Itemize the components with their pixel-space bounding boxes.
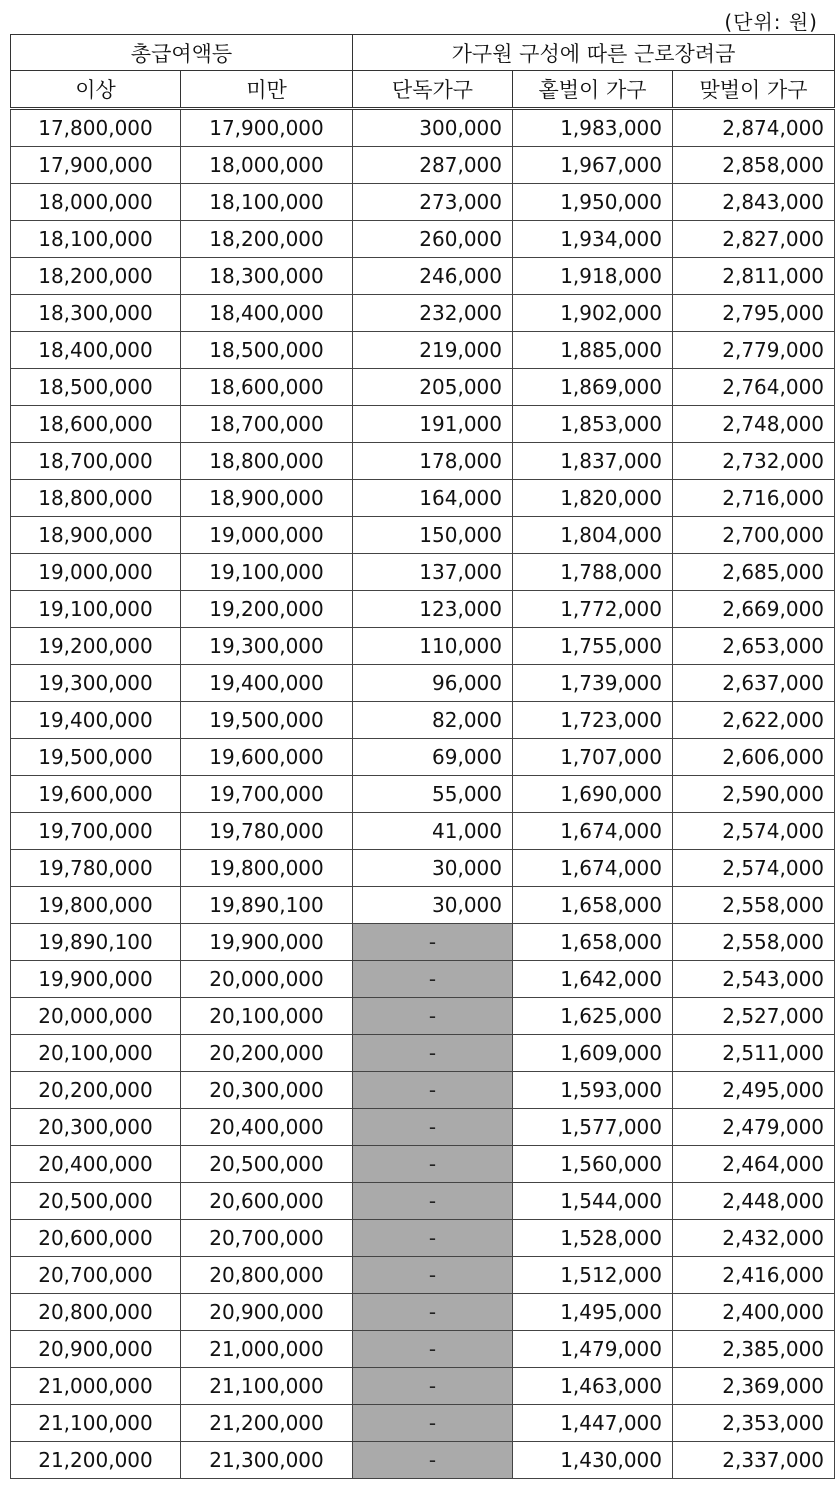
cell-single: 82,000 (353, 702, 513, 739)
cell-dual-earner: 2,416,000 (673, 1257, 835, 1294)
cell-dual-earner: 2,464,000 (673, 1146, 835, 1183)
cell-min: 18,600,000 (11, 406, 181, 443)
cell-single: 191,000 (353, 406, 513, 443)
cell-single: 219,000 (353, 332, 513, 369)
unit-label: (단위: 원) (724, 10, 818, 34)
cell-min: 19,500,000 (11, 739, 181, 776)
table-row (11, 369, 835, 406)
cell-one-earner: 1,983,000 (513, 109, 673, 147)
cell-one-earner: 1,820,000 (513, 480, 673, 517)
cell-max: 20,600,000 (181, 1183, 353, 1220)
table-row (11, 221, 835, 258)
cell-max: 20,700,000 (181, 1220, 353, 1257)
cell-one-earner: 1,658,000 (513, 924, 673, 961)
cell-single: - (353, 924, 513, 961)
table-row (11, 776, 835, 813)
table-row (11, 109, 835, 147)
cell-min: 19,890,100 (11, 924, 181, 961)
header-total-pay: 총급여액등 (11, 35, 353, 71)
cell-dual-earner: 2,700,000 (673, 517, 835, 554)
cell-max: 18,000,000 (181, 147, 353, 184)
cell-one-earner: 1,755,000 (513, 628, 673, 665)
cell-single: - (353, 1368, 513, 1405)
cell-single: 123,000 (353, 591, 513, 628)
table-row (11, 406, 835, 443)
table-row (11, 1035, 835, 1072)
table-row (11, 1257, 835, 1294)
cell-single: - (353, 1072, 513, 1109)
cell-one-earner: 1,512,000 (513, 1257, 673, 1294)
cell-max: 20,500,000 (181, 1146, 353, 1183)
cell-one-earner: 1,837,000 (513, 443, 673, 480)
cell-one-earner: 1,788,000 (513, 554, 673, 591)
cell-min: 20,700,000 (11, 1257, 181, 1294)
cell-max: 18,500,000 (181, 332, 353, 369)
cell-min: 18,900,000 (11, 517, 181, 554)
cell-one-earner: 1,690,000 (513, 776, 673, 813)
cell-dual-earner: 2,874,000 (673, 109, 835, 147)
table-row (11, 443, 835, 480)
cell-single: 137,000 (353, 554, 513, 591)
cell-single: - (353, 1220, 513, 1257)
cell-dual-earner: 2,369,000 (673, 1368, 835, 1405)
table-row (11, 1368, 835, 1405)
table-row (11, 665, 835, 702)
cell-min: 18,200,000 (11, 258, 181, 295)
cell-single: - (353, 998, 513, 1035)
cell-min: 19,400,000 (11, 702, 181, 739)
cell-dual-earner: 2,432,000 (673, 1220, 835, 1257)
cell-max: 19,700,000 (181, 776, 353, 813)
cell-min: 20,800,000 (11, 1294, 181, 1331)
cell-min: 18,000,000 (11, 184, 181, 221)
table-row (11, 1146, 835, 1183)
cell-dual-earner: 2,590,000 (673, 776, 835, 813)
cell-max: 20,000,000 (181, 961, 353, 998)
cell-single: 150,000 (353, 517, 513, 554)
cell-one-earner: 1,674,000 (513, 813, 673, 850)
cell-single: 246,000 (353, 258, 513, 295)
cell-max: 21,300,000 (181, 1442, 353, 1479)
cell-max: 18,800,000 (181, 443, 353, 480)
cell-one-earner: 1,430,000 (513, 1442, 673, 1479)
table-row (11, 480, 835, 517)
cell-one-earner: 1,902,000 (513, 295, 673, 332)
cell-min: 18,100,000 (11, 221, 181, 258)
cell-single: 300,000 (353, 109, 513, 147)
cell-single: 178,000 (353, 443, 513, 480)
cell-single: - (353, 1257, 513, 1294)
cell-one-earner: 1,609,000 (513, 1035, 673, 1072)
cell-dual-earner: 2,669,000 (673, 591, 835, 628)
cell-single: 110,000 (353, 628, 513, 665)
cell-one-earner: 1,560,000 (513, 1146, 673, 1183)
cell-max: 21,200,000 (181, 1405, 353, 1442)
table-row (11, 887, 835, 924)
cell-dual-earner: 2,606,000 (673, 739, 835, 776)
table-row (11, 850, 835, 887)
table-row (11, 813, 835, 850)
cell-min: 19,700,000 (11, 813, 181, 850)
cell-one-earner: 1,869,000 (513, 369, 673, 406)
cell-max: 18,600,000 (181, 369, 353, 406)
cell-single: 30,000 (353, 850, 513, 887)
cell-one-earner: 1,447,000 (513, 1405, 673, 1442)
cell-one-earner: 1,642,000 (513, 961, 673, 998)
cell-min: 20,200,000 (11, 1072, 181, 1109)
table-row (11, 1072, 835, 1109)
cell-dual-earner: 2,511,000 (673, 1035, 835, 1072)
cell-single: 205,000 (353, 369, 513, 406)
cell-min: 18,700,000 (11, 443, 181, 480)
cell-one-earner: 1,934,000 (513, 221, 673, 258)
cell-dual-earner: 2,622,000 (673, 702, 835, 739)
cell-one-earner: 1,723,000 (513, 702, 673, 739)
table-header (11, 35, 835, 109)
table-row (11, 147, 835, 184)
cell-one-earner: 1,577,000 (513, 1109, 673, 1146)
cell-max: 18,400,000 (181, 295, 353, 332)
cell-one-earner: 1,950,000 (513, 184, 673, 221)
cell-max: 20,400,000 (181, 1109, 353, 1146)
cell-min: 19,300,000 (11, 665, 181, 702)
cell-min: 19,200,000 (11, 628, 181, 665)
cell-one-earner: 1,739,000 (513, 665, 673, 702)
table-row (11, 739, 835, 776)
table-row (11, 258, 835, 295)
cell-max: 19,300,000 (181, 628, 353, 665)
cell-max: 19,800,000 (181, 850, 353, 887)
cell-max: 17,900,000 (181, 109, 353, 147)
cell-dual-earner: 2,448,000 (673, 1183, 835, 1220)
cell-max: 18,300,000 (181, 258, 353, 295)
cell-dual-earner: 2,843,000 (673, 184, 835, 221)
table-body (11, 109, 835, 1479)
cell-min: 20,500,000 (11, 1183, 181, 1220)
cell-one-earner: 1,853,000 (513, 406, 673, 443)
table-row (11, 961, 835, 998)
cell-min: 19,900,000 (11, 961, 181, 998)
cell-min: 19,100,000 (11, 591, 181, 628)
cell-one-earner: 1,772,000 (513, 591, 673, 628)
cell-one-earner: 1,528,000 (513, 1220, 673, 1257)
cell-max: 21,100,000 (181, 1368, 353, 1405)
cell-single: - (353, 1331, 513, 1368)
table-row (11, 517, 835, 554)
cell-single: 41,000 (353, 813, 513, 850)
cell-single: 164,000 (353, 480, 513, 517)
cell-single: 232,000 (353, 295, 513, 332)
cell-min: 20,300,000 (11, 1109, 181, 1146)
cell-min: 19,000,000 (11, 554, 181, 591)
cell-dual-earner: 2,400,000 (673, 1294, 835, 1331)
cell-dual-earner: 2,574,000 (673, 813, 835, 850)
cell-one-earner: 1,804,000 (513, 517, 673, 554)
cell-dual-earner: 2,764,000 (673, 369, 835, 406)
cell-min: 18,300,000 (11, 295, 181, 332)
cell-min: 17,900,000 (11, 147, 181, 184)
header-max: 미만 (181, 71, 353, 109)
header-single: 단독가구 (353, 71, 513, 109)
cell-min: 20,900,000 (11, 1331, 181, 1368)
table-row (11, 1405, 835, 1442)
cell-max: 20,100,000 (181, 998, 353, 1035)
cell-min: 20,000,000 (11, 998, 181, 1035)
cell-dual-earner: 2,495,000 (673, 1072, 835, 1109)
cell-dual-earner: 2,353,000 (673, 1405, 835, 1442)
table-row (11, 184, 835, 221)
header-one-earner: 홑벌이 가구 (513, 71, 673, 109)
cell-one-earner: 1,463,000 (513, 1368, 673, 1405)
cell-single: 273,000 (353, 184, 513, 221)
cell-max: 18,900,000 (181, 480, 353, 517)
cell-min: 20,600,000 (11, 1220, 181, 1257)
cell-dual-earner: 2,858,000 (673, 147, 835, 184)
cell-single: 69,000 (353, 739, 513, 776)
cell-dual-earner: 2,653,000 (673, 628, 835, 665)
table-row (11, 1183, 835, 1220)
cell-min: 19,600,000 (11, 776, 181, 813)
cell-one-earner: 1,674,000 (513, 850, 673, 887)
cell-dual-earner: 2,479,000 (673, 1109, 835, 1146)
cell-dual-earner: 2,779,000 (673, 332, 835, 369)
cell-min: 20,100,000 (11, 1035, 181, 1072)
cell-one-earner: 1,479,000 (513, 1331, 673, 1368)
cell-max: 19,890,100 (181, 887, 353, 924)
cell-min: 19,800,000 (11, 887, 181, 924)
cell-max: 20,300,000 (181, 1072, 353, 1109)
cell-single: 96,000 (353, 665, 513, 702)
cell-min: 18,500,000 (11, 369, 181, 406)
cell-one-earner: 1,967,000 (513, 147, 673, 184)
cell-max: 19,900,000 (181, 924, 353, 961)
cell-min: 17,800,000 (11, 109, 181, 147)
table-row (11, 1220, 835, 1257)
cell-min: 18,800,000 (11, 480, 181, 517)
cell-dual-earner: 2,795,000 (673, 295, 835, 332)
cell-max: 18,100,000 (181, 184, 353, 221)
cell-single: 30,000 (353, 887, 513, 924)
cell-one-earner: 1,885,000 (513, 332, 673, 369)
cell-max: 19,600,000 (181, 739, 353, 776)
cell-single: - (353, 1442, 513, 1479)
cell-one-earner: 1,707,000 (513, 739, 673, 776)
cell-dual-earner: 2,732,000 (673, 443, 835, 480)
table-row (11, 332, 835, 369)
cell-dual-earner: 2,827,000 (673, 221, 835, 258)
cell-dual-earner: 2,385,000 (673, 1331, 835, 1368)
cell-single: 287,000 (353, 147, 513, 184)
table-row (11, 554, 835, 591)
cell-single: 55,000 (353, 776, 513, 813)
cell-max: 21,000,000 (181, 1331, 353, 1368)
cell-single: - (353, 961, 513, 998)
cell-min: 20,400,000 (11, 1146, 181, 1183)
header-min: 이상 (11, 71, 181, 109)
cell-single: 260,000 (353, 221, 513, 258)
cell-max: 19,200,000 (181, 591, 353, 628)
table-row (11, 924, 835, 961)
cell-one-earner: 1,593,000 (513, 1072, 673, 1109)
cell-dual-earner: 2,543,000 (673, 961, 835, 998)
cell-dual-earner: 2,637,000 (673, 665, 835, 702)
cell-single: - (353, 1294, 513, 1331)
cell-one-earner: 1,658,000 (513, 887, 673, 924)
table-row (11, 1442, 835, 1479)
cell-dual-earner: 2,527,000 (673, 998, 835, 1035)
table-row (11, 591, 835, 628)
cell-max: 20,200,000 (181, 1035, 353, 1072)
cell-one-earner: 1,918,000 (513, 258, 673, 295)
cell-dual-earner: 2,558,000 (673, 924, 835, 961)
header-dual-earner: 맞벌이 가구 (673, 71, 835, 109)
earned-income-tax-credit-table (10, 34, 835, 1479)
cell-min: 21,100,000 (11, 1405, 181, 1442)
table-row (11, 1109, 835, 1146)
cell-max: 18,700,000 (181, 406, 353, 443)
cell-max: 20,900,000 (181, 1294, 353, 1331)
cell-dual-earner: 2,685,000 (673, 554, 835, 591)
cell-max: 19,780,000 (181, 813, 353, 850)
cell-dual-earner: 2,337,000 (673, 1442, 835, 1479)
table-row (11, 1294, 835, 1331)
table-row (11, 702, 835, 739)
cell-min: 21,000,000 (11, 1368, 181, 1405)
cell-dual-earner: 2,574,000 (673, 850, 835, 887)
cell-one-earner: 1,544,000 (513, 1183, 673, 1220)
cell-one-earner: 1,495,000 (513, 1294, 673, 1331)
cell-max: 20,800,000 (181, 1257, 353, 1294)
cell-dual-earner: 2,811,000 (673, 258, 835, 295)
table-row (11, 295, 835, 332)
cell-single: - (353, 1146, 513, 1183)
cell-min: 21,200,000 (11, 1442, 181, 1479)
cell-dual-earner: 2,716,000 (673, 480, 835, 517)
cell-min: 19,780,000 (11, 850, 181, 887)
cell-max: 19,100,000 (181, 554, 353, 591)
cell-one-earner: 1,625,000 (513, 998, 673, 1035)
cell-min: 18,400,000 (11, 332, 181, 369)
cell-single: - (353, 1035, 513, 1072)
cell-max: 18,200,000 (181, 221, 353, 258)
cell-single: - (353, 1405, 513, 1442)
table-row (11, 998, 835, 1035)
cell-dual-earner: 2,748,000 (673, 406, 835, 443)
cell-dual-earner: 2,558,000 (673, 887, 835, 924)
header-by-household: 가구원 구성에 따른 근로장려금 (353, 35, 835, 71)
cell-single: - (353, 1183, 513, 1220)
cell-max: 19,000,000 (181, 517, 353, 554)
cell-max: 19,500,000 (181, 702, 353, 739)
cell-single: - (353, 1109, 513, 1146)
cell-max: 19,400,000 (181, 665, 353, 702)
table-row (11, 628, 835, 665)
table-row (11, 1331, 835, 1368)
